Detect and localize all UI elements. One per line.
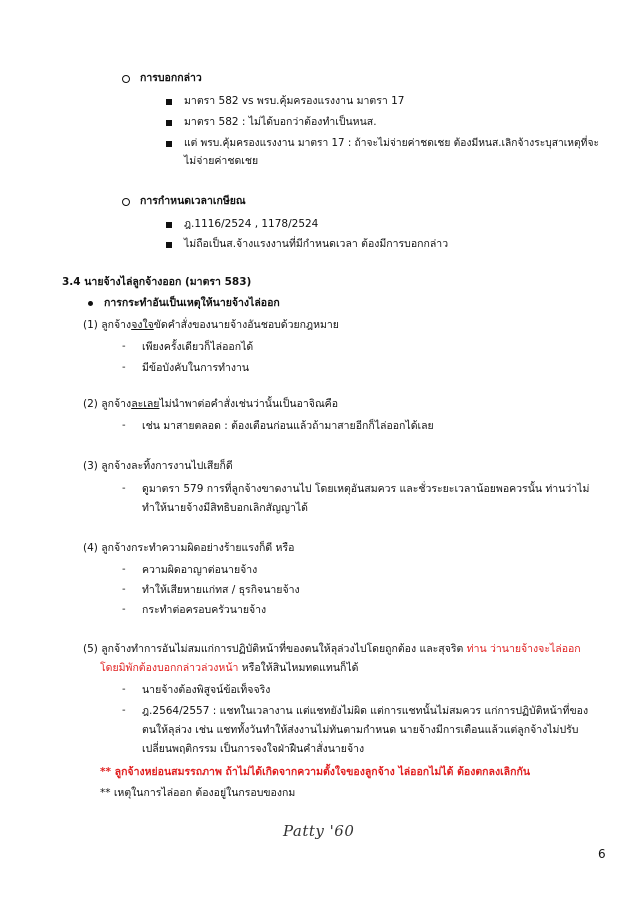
dash-bullet-icon: - — [122, 564, 126, 575]
list-item-continuation: เปลี่ยนพฤติกรรม เป็นการจงใจฝ่าฝืนคำสั่งนายจ้าง — [142, 743, 365, 755]
note: ** เหตุในการไล่ออก ต้องอยู่ในกรอบของกม — [100, 787, 296, 799]
square-bullet-icon — [166, 120, 172, 126]
page-number: 6 — [598, 847, 606, 861]
list-item: มีข้อบังคับในการทำงาน — [142, 362, 250, 374]
hollow-bullet-icon — [122, 75, 130, 83]
square-bullet-icon — [166, 242, 172, 248]
retirement-heading: การกำหนดเวลาเกษียณ — [140, 195, 246, 207]
filled-bullet-icon — [88, 301, 93, 306]
list-item: ดูมาตรา 579 การที่ลูกจ้างขาดงานไป โดยเหตุอันสมควร และชั่วระยะเวลาน้อยพอควรนั้น ท่านว่าไม่ — [142, 483, 590, 495]
square-bullet-icon — [166, 222, 172, 228]
clause-5-line-1: (5) ลูกจ้างทำการอันไม่สมแก่การปฏิบัติหน้าที่ของตนให้ลุล่วงไปโดยถูกต้อง และสุจริต ท่าน ว่านายจ้างจะไล่ออก — [83, 643, 581, 655]
clause-2: (2) ลูกจ้างละเลยไม่นำพาต่อคำสั่งเช่นว่านั้นเป็นอาจิณคือ — [83, 398, 339, 410]
note-red: ** ลูกจ้างหย่อนสมรรถภาพ ถ้าไม่ได้เกิดจากความตั้งใจของลูกจ้าง ไล่ออกไม่ได้ ต้องตกลงเลิกกัน — [100, 766, 530, 778]
clause-4: (4) ลูกจ้างกระทำความผิดอย่างร้ายแรงก็ดี หรือ — [83, 542, 295, 554]
list-item: ไม่ถือเป็นส.จ้างแรงงานที่มีกำหนดเวลา ต้องมีการบอกกล่าว — [184, 238, 449, 250]
list-item: ทำให้เสียหายแก่ทส / ธุรกิจนายจ้าง — [142, 584, 300, 596]
square-bullet-icon — [166, 99, 172, 105]
list-item: ฎ.1116/2524 , 1178/2524 — [184, 218, 319, 230]
dash-bullet-icon: - — [122, 604, 126, 615]
dash-bullet-icon: - — [122, 362, 126, 373]
dash-bullet-icon: - — [122, 341, 126, 352]
square-bullet-icon — [166, 141, 172, 147]
dash-bullet-icon: - — [122, 705, 126, 716]
signature: Patty '60 — [283, 822, 355, 840]
dash-bullet-icon: - — [122, 483, 126, 494]
dash-bullet-icon: - — [122, 684, 126, 695]
clause-1: (1) ลูกจ้างจงใจขัดคำสั่งของนายจ้างอันชอบด้วยกฎหมาย — [83, 319, 339, 331]
clause-3: (3) ลูกจ้างละทิ้งการงานไปเสียก็ดี — [83, 460, 233, 472]
hollow-bullet-icon — [122, 198, 130, 206]
clause-5-line-2: โดยมิพักต้องบอกกล่าวล่วงหน้า หรือให้สินไหมทดแทนก็ได้ — [100, 662, 359, 674]
dash-bullet-icon: - — [122, 584, 126, 595]
section-title: 3.4 นายจ้างไล่ลูกจ้างออก (มาตรา 583) — [62, 276, 252, 288]
list-item: เช่น มาสายตลอด : ต้องเตือนก่อนแล้วถ้ามาสายอีกก็ไล่ออกได้เลย — [142, 420, 434, 432]
list-item: กระทำต่อครอบครัวนายจ้าง — [142, 604, 267, 616]
list-item: เพียงครั้งเดียวก็ไล่ออกได้ — [142, 341, 254, 353]
list-item-continuation: ทำให้นายจ้างมีสิทธิบอกเลิกสัญญาได้ — [142, 502, 308, 514]
list-item: ความผิดอาญาต่อนายจ้าง — [142, 564, 258, 576]
list-item: แต่ พรบ.คุ้มครองแรงงาน มาตรา 17 : ถ้าจะไม่จ่ายค่าชดเชย ต้องมีหนส.เลิกจ้างระบุสาเหตุที่จะ — [184, 137, 599, 149]
list-item-continuation: ไม่จ่ายค่าชดเชย — [184, 155, 259, 167]
list-item: นายจ้างต้องพิสูจน์ข้อเท็จจริง — [142, 684, 271, 696]
section-bullet: การกระทำอันเป็นเหตุให้นายจ้างไล่ออก — [104, 297, 280, 309]
list-item: ฎ.2564/2557 : แชทในเวลางาน แต่แชทยังไม่ผิด แต่การแชทนั้นไม่สมควร แก่การปฏิบัติหน้าที่ของ — [142, 705, 589, 717]
list-item: มาตรา 582 : ไม่ได้บอกว่าต้องทำเป็นหนส. — [184, 116, 377, 128]
list-item: มาตรา 582 vs พรบ.คุ้มครองแรงงาน มาตรา 17 — [184, 95, 405, 107]
dash-bullet-icon: - — [122, 420, 126, 431]
list-item-continuation: ตนให้ลุล่วง เช่น แชททั้งวันทำให้ส่งงานไม่ทันตามกำหนด นายจ้างมีการเตือนแล้วแต่ลูกจ้างไม่ปรับ — [142, 724, 579, 736]
notice-heading: การบอกกล่าว — [140, 72, 202, 84]
